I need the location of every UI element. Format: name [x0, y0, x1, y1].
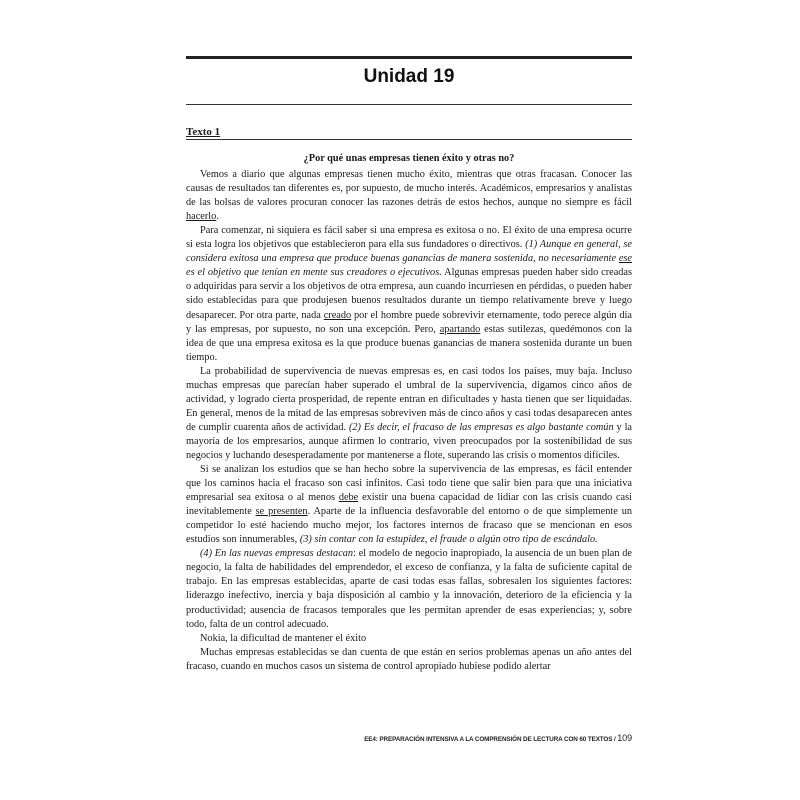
footer-separator: / [612, 736, 618, 743]
italic-sentence-2: (2) Es decir, el fracaso de las empresas es algo bastante común [348, 421, 614, 433]
subheading-nokia [186, 632, 632, 646]
paragraph-1 [186, 168, 632, 224]
top-rule [186, 56, 632, 59]
paragraph-2 [186, 224, 632, 364]
text-run: : el modelo de negocio inapropiado, la ausencia de un buen plan de negocio, la falta de habilidades del emprendedor, el exceso de confianza, y la falta de suficiente capital de trabajo. En las empresas establecidas, aparte de casi todas esas fallas, sobresalen los siguientes factores: liderazgo inefectivo, inercia y baja disposición al cambio y la innovación, deterioro de la eficiencia y la productividad; ausencia de fracasos temporales que les permitan aprender de esas experiencias; y, sobre todo, falta de un control adecuado. [186, 548, 632, 630]
italic-sentence-3: (3) sin contar con la estupidez, el fraude o algún otro tipo de escándalo. [299, 534, 598, 546]
article-body [186, 152, 632, 674]
underlined-word: ese [618, 253, 632, 265]
text-run: por el hombre puede sobrevivir eternamente, todo perece algún día y las empresas, por supuesto, no son una excepción. Pero, [186, 309, 632, 335]
text-run: Nokia, la dificultad de mantener el éxito [200, 632, 367, 644]
paragraph-7 [186, 646, 632, 674]
text-run: La probabilidad de supervivencia de nuevas empresas es, en casi todos los países, muy baja. Incluso muchas empresas que parecían haber superado el umbral de la supervivencia, digamos cinco años de actividad, y logrado cierta prosperidad, de repente entran en dificultades y hasta tienen que ser liquidadas. En general, menos de la mitad de las empresas sobreviven más de cinco años y casi todas desaparecen antes de cumplir cuarenta años de actividad. [186, 365, 632, 433]
text-run: . [216, 211, 219, 223]
underlined-word: debe [338, 492, 359, 504]
underlined-word: creado [323, 309, 352, 321]
paragraph-3 [186, 365, 632, 463]
italic-sentence-1-end: es el objetivo que tenían en mente sus creadores o ejecutivos. [186, 267, 442, 279]
italic-sentence-1: (1) Aunque en general, se considera exitosa una empresa que produce buenas ganancias de manera sostenida, no necesariamente [186, 239, 632, 265]
italic-sentence-4: (4) En las nuevas empresas destacan [200, 548, 354, 560]
underlined-word: apartando [439, 323, 481, 335]
text-run: existir una buena capacidad de lidiar con las crisis cuando casi inevitablemente [186, 492, 632, 518]
text-run: y la mayoría de los empresarios, aunque afirmen lo contrario, viven preocupados por la sostenibilidad de sus negocios y luchando desesperadamente por mantenerse a flote, superando las crisis o momentos difíciles. [186, 421, 632, 461]
page-footer [186, 733, 632, 743]
text-run: Para comenzar, ni siquiera es fácil saber si una empresa es exitosa o no. El éxito de una empresa ocurre si esta logra los objetivos que establecieron para ella sus fundadores o directivos. [186, 225, 632, 251]
section-label: Texto 1 [186, 126, 221, 138]
paragraph-5 [186, 547, 632, 631]
unit-title: Unidad 19 [363, 66, 455, 87]
underlined-word: se presenten [255, 506, 308, 518]
section-divider [186, 139, 632, 140]
text-run: Si se analizan los estudios que se han hecho sobre la supervivencia de las empresas, es fácil entender que los caminos hacia el fracaso son casi infinitos. Casi todo tiene que salir bien para que una iniciativa empresarial sea exitosa o al menos [186, 464, 632, 504]
underlined-word: hacerlo [186, 211, 217, 223]
page-number: 109 [617, 733, 632, 743]
text-run: . Aparte de la influencia desfavorable del entorno o de que simplemente un competidor lo esté haciendo mucho mejor, los factores internos de fracaso que se mencionan en esos estudios son innumerables, [186, 506, 632, 546]
title-divider [186, 104, 632, 105]
footer-title: EE4: PREPARACIÓN INTENSIVA A LA COMPRENSIÓN DE LECTURA CON 60 TEXTOS [364, 736, 613, 743]
text-run: Algunas empresas pueden haber sido creadas o adquiridas para servir a los objetivos de otra empresa, aun cuando incurriesen en pérdidas, o pueden haber sido establecidas para que produjesen buenos resultados durante un tiempo relativamente breve y luego desaparecer. Por otra parte, nada [186, 267, 633, 321]
article-heading: ¿Por qué unas empresas tienen éxito y otras no? [303, 153, 515, 164]
text-run: estas sutilezas, quedémonos con la idea de que una empresa exitosa es la que produce buenas ganancias de manera sostenida durante un buen tiempo. [186, 323, 633, 363]
text-run: Vemos a diario que algunas empresas tienen mucho éxito, mientras que otras fracasan. Conocer las causas de resultados tan diferentes es, por supuesto, de mucho interés. Académicos, empresarios y analistas de las bolsas de valores procuran conocer las razones detrás de estos hechos, aunque no siempre es fácil [186, 169, 632, 209]
text-run: Muchas empresas establecidas se dan cuenta de que están en serios problemas apenas un año antes del fracaso, cuando en muchos casos un sistema de control apropiado hubiese podido alertar [186, 646, 632, 672]
paragraph-4 [186, 463, 632, 547]
